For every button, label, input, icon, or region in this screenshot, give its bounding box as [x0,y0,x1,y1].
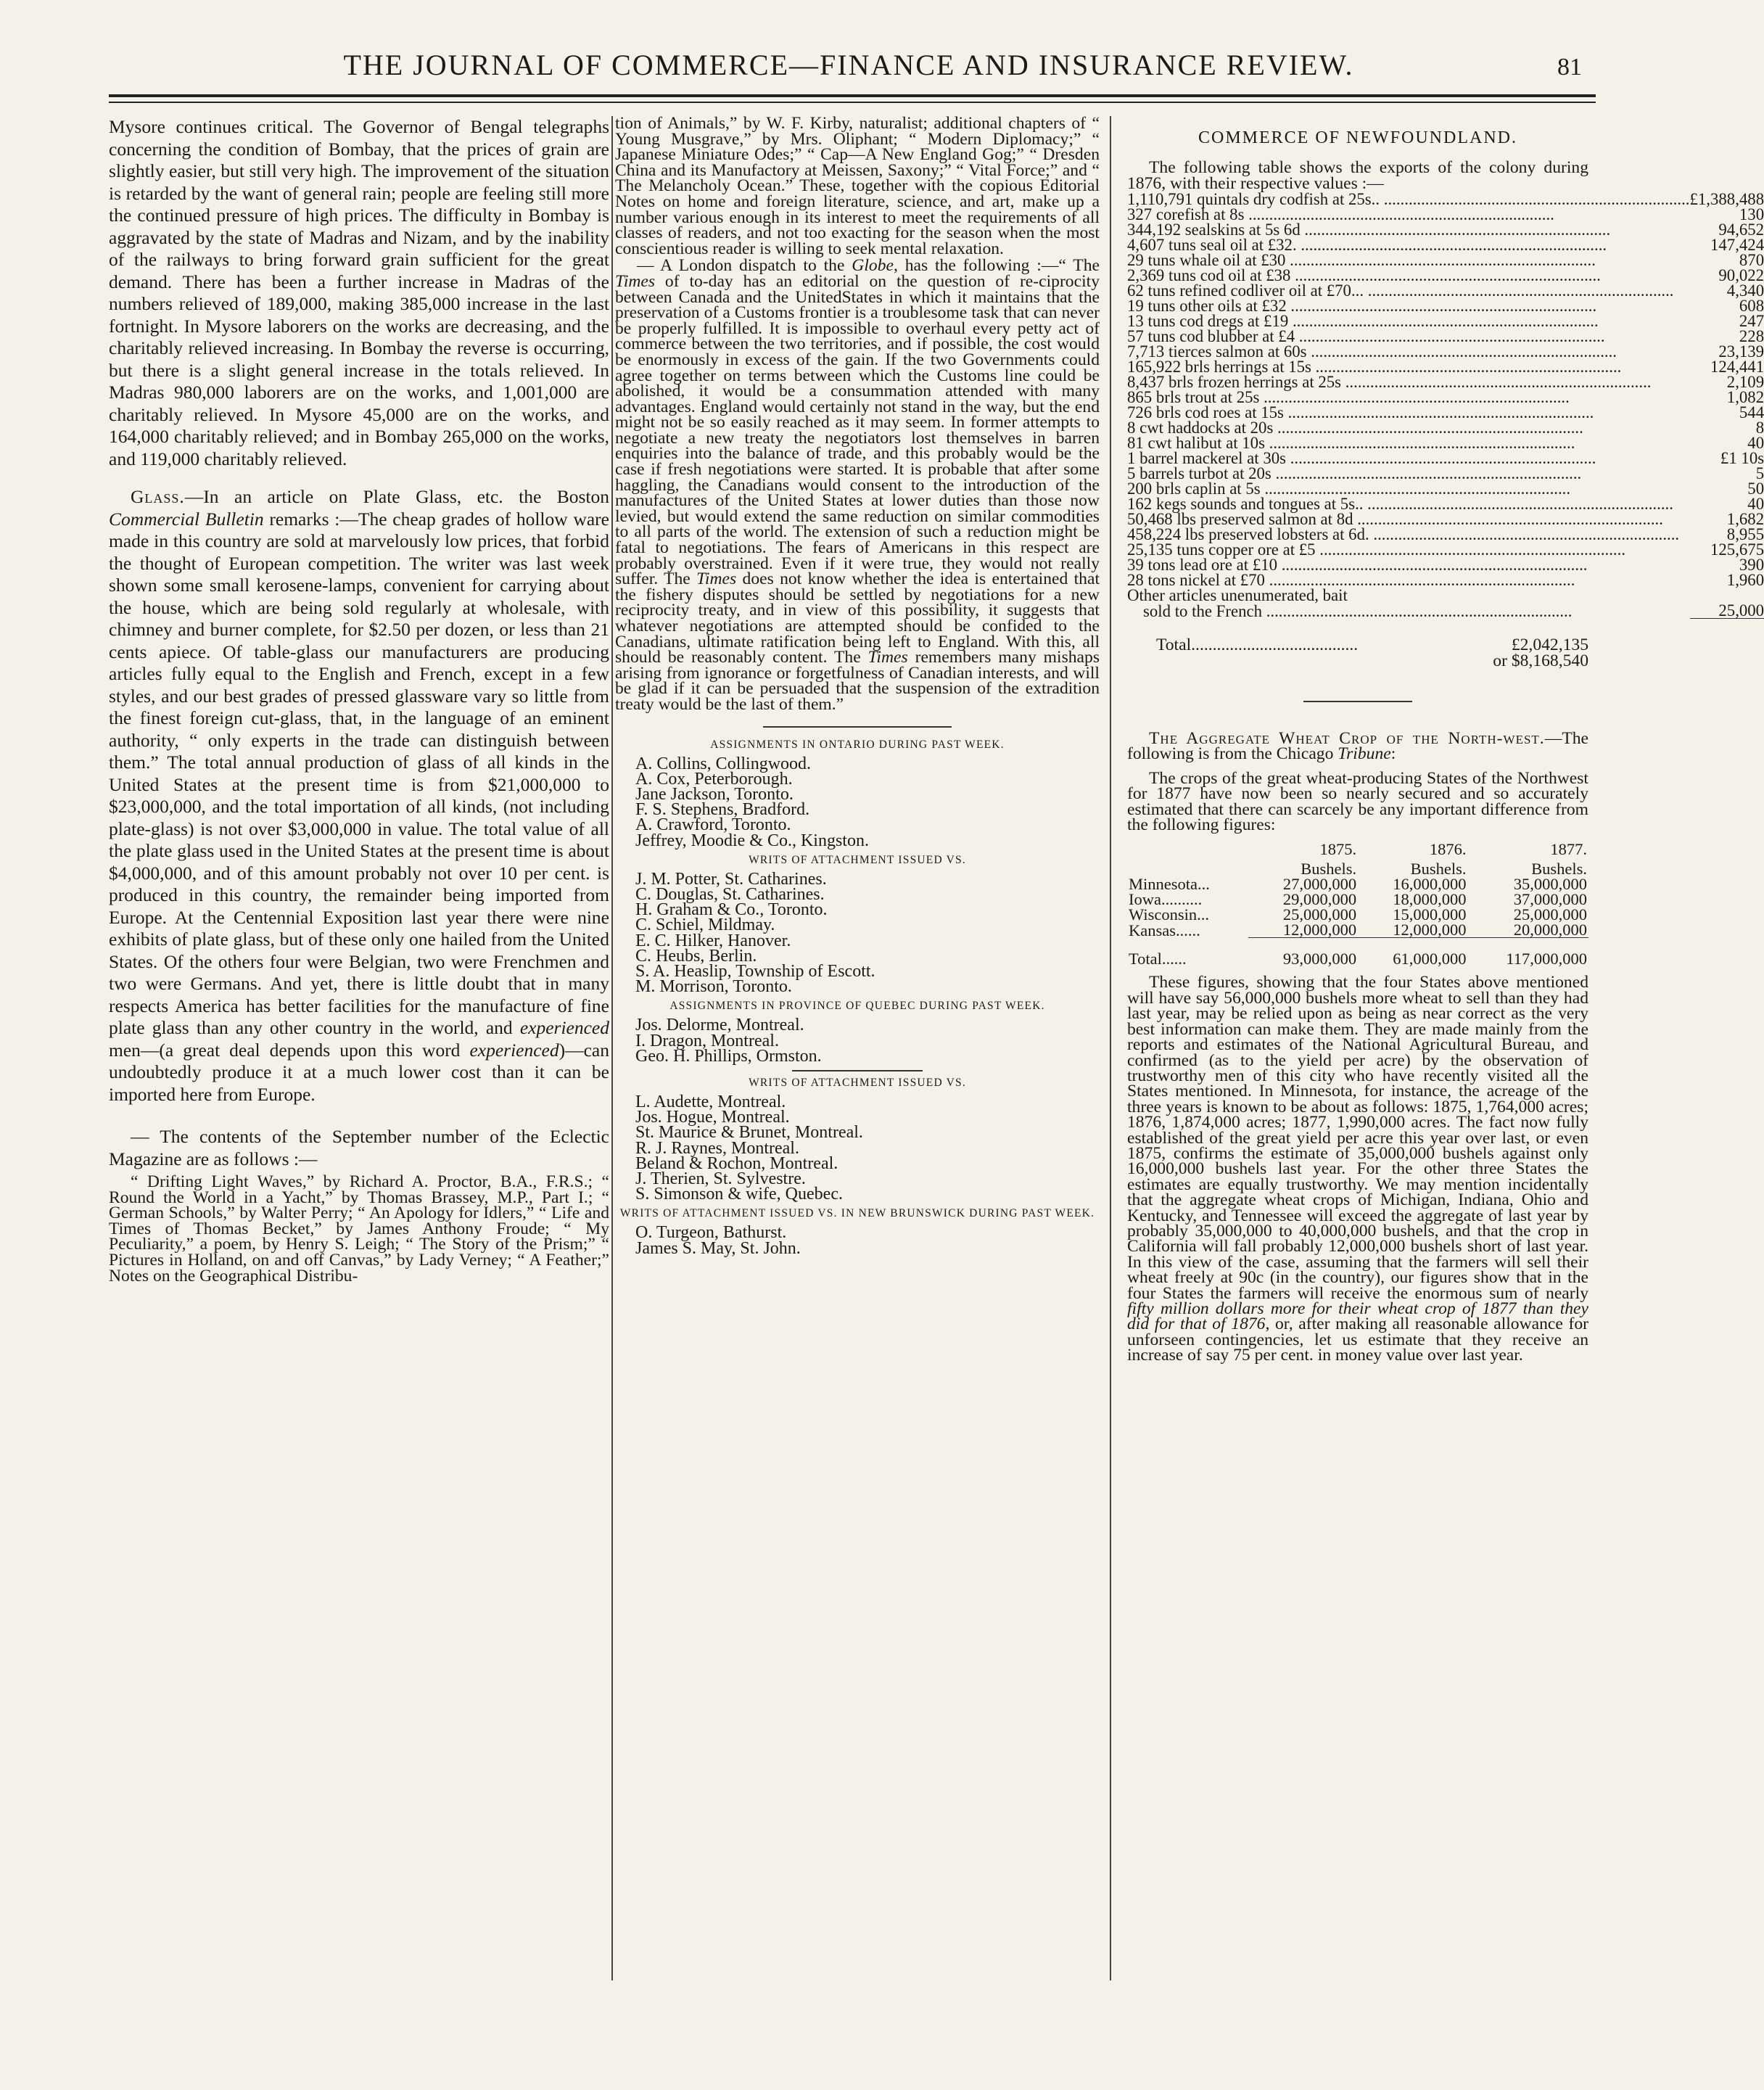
assignment-entry: I. Dragon, Montreal. [635,1031,779,1050]
quebec-assignments-list [635,1018,1100,1064]
wheat-total-1875: 93,000,000 [1282,950,1357,968]
export-item: 4,607 tuns seal oil at £32. [1127,236,1297,255]
export-row [1127,222,1764,237]
export-row [1127,344,1764,359]
wheat-total-row [1127,938,1588,967]
export-other-label-2: sold to the French [1143,601,1262,620]
export-row [1127,557,1764,572]
export-value: 23,139 [1718,342,1764,361]
export-value: 608 [1739,297,1764,316]
ontario-writs-heading: WRITS OF ATTACHMENT ISSUED VS. [749,853,966,866]
running-head: THE JOURNAL OF COMMERCE—FINANCE AND INSURANCE REVIEW. [343,49,1354,81]
india-famine-paragraph: Mysore continues critical. The Governor of Bengal telegraphs concerning the condition of Bombay, that the prices of grain are slightly easier, but still very high. The improvement of the situation is retarded by the want of general rain; people are feeling still more the continued pressure of high prices. The difficulty in Bombay is aggravated by the state of Madras and Nizam, and by the inability of the railways to bring forward grain sufficient for the great demand. There has been a further increase in Madras of the numbers relieved of 189,000, making 385,000 increase in the last fortnight. In Mysore laborers on the works are decreasing, and the charitably relieved increasing. In Bombay the reverse is occurring, but there is a slight general increase in the totals relieved. In Madras 980,000 laborers are on the works, and 1,001,000 are charitably relieved. In Mysore 45,000 are on the works, and 164,000 charitably relieved; and in Bombay 265,000 on the works, and 119,000 charitably relieved. [109,116,609,469]
export-item: 344,192 sealskins at 5s 6d [1127,221,1301,239]
export-item: 39 tons lead ore at £10 [1127,556,1278,575]
exports-total-label: Total....................................... [1156,635,1359,655]
wheat-units-row [1127,861,1588,876]
writ-entry: L. Audette, Montreal. [635,1093,786,1112]
writ-entry: Jos. Hogue, Montreal. [635,1108,790,1127]
wheat-years-row [1127,842,1588,861]
export-row [1127,283,1764,298]
export-item: 28 tons nickel at £70 [1127,571,1265,590]
wheat-bushels: 27,000,000 [1282,875,1357,894]
wheat-article-intro [1127,731,1588,762]
globe-text-a: — A London dispatch to the [637,256,852,276]
exports-total-value: £2,042,135 [1511,635,1588,655]
export-value: 1,960 [1726,571,1764,590]
export-row [1127,268,1764,283]
export-row [1127,298,1764,313]
wheat-bushels: 25,000,000 [1282,905,1357,924]
assignment-entry: Geo. H. Phillips, Ormston. [635,1046,822,1066]
export-value: 94,652 [1718,221,1764,239]
export-row [1127,192,1764,207]
wheat-bushels: 29,000,000 [1282,890,1357,909]
writ-entry: S. A. Heaslip, Township of Escott. [635,962,875,981]
section-rule [1303,701,1412,702]
assignment-entry: F. S. Stephens, Bradford. [635,800,810,820]
assignment-entry: Jos. Delorme, Montreal. [635,1016,804,1035]
export-item: 29 tuns whale oil at £30 [1127,251,1286,270]
header-rule-thin [109,102,1596,103]
export-row [1127,374,1764,390]
wheat-state-name: Iowa.......... [1129,890,1203,909]
eclectic-contents: “ Drifting Light Waves,” by Richard A. Proctor, B.A., F.R.S.; “ Round the World in a Yacht,” by Thomas Brassey, M.P., Part I.; “ German Schools,” by Walter Perry; “ An Apology for Idlers,” “ Life and Times of Thomas Becket,” by James Anthony Froude; “ My Peculiarity,” a poem, by Henry S. Leigh; “ The Story of the Prism;” “ Pictures in Holland, on and off Canvas,” by Lady Verney; “ A Feather;” Notes on the Geographical Distribu- [109,1172,609,1285]
export-value: 147,424 [1710,236,1764,255]
export-value: 228 [1739,327,1764,346]
writ-entry: J. Therien, St. Sylvestre. [635,1169,806,1189]
times-name-3: Times [867,648,908,667]
wheat-unit: Bushels. [1301,860,1357,879]
export-row [1127,527,1764,542]
export-value: 4,340 [1726,281,1764,300]
export-value: 130 [1739,205,1764,224]
export-item: 19 tuns other oils at £32 [1127,297,1287,316]
export-item: 2,369 tuns cod oil at £38 [1127,266,1291,285]
export-item: 1,110,791 quintals dry codfish at 25s.. [1127,190,1380,209]
wheat-total-1877: 117,000,000 [1506,950,1587,968]
export-value: 1,682 [1726,510,1764,529]
wheat-intro-b: : [1390,744,1396,764]
export-item: 81 cwt halibut at 10s [1127,434,1265,453]
wheat-year-1875: 1875. [1319,840,1357,859]
export-value: 390 [1739,556,1764,575]
export-row [1127,450,1764,466]
export-item: 8,437 brls frozen herrings at 25s [1127,373,1342,392]
export-other-label-1: Other articles unenumerated, bait [1127,586,1348,605]
export-item: 7,713 tierces salmon at 60s [1127,342,1307,361]
wheat-unit: Bushels. [1531,860,1587,879]
export-value: 40 [1747,495,1764,514]
export-value: 2,109 [1726,373,1764,392]
export-value: £1,388,488 [1689,190,1764,209]
export-value: £1 10s [1720,449,1764,468]
wheat-year-1877: 1877. [1550,840,1587,859]
wheat-state-row [1127,922,1588,938]
wheat-year-1876: 1876. [1429,840,1467,859]
wheat-bushels: 35,000,000 [1513,875,1587,894]
export-row [1127,313,1764,329]
globe-text-e: remembers many mishaps arising from ignorance or forgetfulness of Canadian interests, and will be glad if it can be persuaded that the suspension of the extradition treaty would be the last of them.” [615,648,1100,714]
glass-text-b: remarks :—The cheap grades of hollow ware made in this country are sold at marvelously low prices, that forbid the thought of European competition. The writer was last week shown some small kerosene-lamps, convenient for carrying about the house, which are being sold regularly at wholesale, with chimney and burner complete, for $2.50 per dozen, or less than 21 cents apiece. Of table-glass our manufacturers are producing articles fully equal to the English and French, except in a few styles, and our best grades of pressed glassware vary so little from the finest foreign cut-glass, that, in the language of an eminent authority, “ only experts in the trade can distinguish between them.” The total annual production of glass of all kinds in the United States at the present time is from $21,000,000 to $23,000,000, and the total importation of all kinds, (not including plate-glass) is not over $3,000,000 in value. The total value of all the plate glass used in the United States at the present time is about $4,000,000, and of this amount probably not over 10 per cent. is produced in this country, the remainder being imported from Europe. At the Centennial Exposition last year there were nine exhibits of plate glass, but of these only one hailed from the United States. Of the others four were Belgian, two were Frenchmen and two were Germans. And yet, there is little doubt that in many respects America has better facilities for the manufacture of fine plate glass than any other country in the world, and [109,508,609,1038]
page-number: 81 [1557,54,1582,81]
export-item: 57 tuns cod blubber at £4 [1127,327,1295,346]
export-value: 8 [1755,419,1764,437]
export-row [1127,359,1764,374]
export-item: 25,135 tuns copper ore at £5 [1127,540,1316,559]
export-row [1127,252,1764,268]
writ-entry: J. M. Potter, St. Catharines. [635,869,827,889]
wheat-state-name: Wisconsin... [1129,905,1209,924]
globe-text-c: of to-day has an editorial on the question of re-ciprocity between Canada and the UnitedStates in which it maintains that the preservation of a Customs frontier is a troublesome task that can never be properly fulfilled. It is impossible to overhaul every petty act of commerce between the two territories, and if possible, the cost would be enormously in excess of the gain. If the two Governments could agree together on terms between which the Customs line could be abolished, it would be a consummation attended with many advantages. England would certainly not stand in the way, but the end might not be so easily reached as it may seem. In former attempts to negotiate a new treaty the negotiators lost themselves in barren enquiries into the balance of trade, and this probably would be the case if fresh negotiations were started. It is probable that after some haggling, the Canadians would consent to the introduction of the manufactures of the United States at lower duties than those now levied, but would extend the same reduction on similar commodities to all parts of the world. The extension of such a reduction might be fatal to negotiations. The fears of Americans in this respect are probably overstrained. Even if it were true, they would not really suffer. The [615,271,1100,589]
glass-text-c: men—(a great deal depends upon this word [109,1039,470,1061]
new-brunswick-writs-list [635,1225,1100,1256]
eclectic-intro: — The contents of the September number of the Eclectic Magazine are as follows :— [109,1126,609,1169]
writ-entry: C. Heubs, Berlin. [635,946,757,966]
column-2 [615,116,1100,2075]
assignment-entry: A. Crawford, Toronto. [635,815,791,835]
wheat-p2-italic: fifty million dollars more for their wheat crop of 1877 than they did for that of 1876 [1127,1299,1588,1334]
glass-text-a: —In an article on Plate Glass, etc. the Boston [184,486,609,507]
header-rule-thick [109,94,1596,97]
export-row [1127,405,1764,420]
export-value: 40 [1747,434,1764,453]
export-value: 1,082 [1726,388,1764,407]
export-row [1127,511,1764,527]
wheat-lead: The Aggregate Wheat Crop of the North-west. [1149,729,1545,749]
export-item: 8 cwt haddocks at 20s [1127,419,1274,437]
column-divider-2 [1110,116,1111,1980]
quebec-assignments-heading: ASSIGNMENTS IN PROVINCE OF QUEBEC DURING PAST WEEK. [669,1000,1045,1013]
wheat-bushels: 15,000,000 [1393,905,1467,924]
assignment-entry: A. Collins, Collingwood. [635,754,812,773]
globe-text-b: , has the following :—“ The [893,256,1100,276]
export-item: 865 brls trout at 25s [1127,388,1260,407]
newfoundland-intro: The following table shows the exports of the colony during 1876, with their respective values :— [1127,158,1588,193]
writ-entry: R. J. Raynes, Montreal. [635,1138,799,1158]
wheat-bushels: 12,000,000 [1358,922,1467,938]
wheat-p2-b: , or, after making all reasonable allowance for unforseen contingencies, let us estimate that they receive an increase of say 75 per cent. in money value over last year. [1127,1315,1588,1365]
wheat-state-row [1127,892,1588,907]
export-row [1127,435,1764,450]
export-row-other [1127,588,1764,603]
export-row [1127,237,1764,252]
export-row [1127,390,1764,405]
export-value: 8,955 [1726,525,1764,544]
wheat-paragraph-2 [1127,975,1588,1363]
export-row [1127,420,1764,435]
glass-italic-1: experienced [519,1017,609,1038]
glass-paper-name: Commercial Bulletin [109,508,264,530]
wheat-unit: Bushels. [1410,860,1467,879]
wheat-bushels: 20,000,000 [1468,922,1588,938]
writ-entry: C. Schiel, Mildmay. [635,916,775,935]
assignment-entry: Jane Jackson, Toronto. [635,784,794,804]
column-1 [109,116,609,2075]
exports-total-dollars: or $8,168,540 [1493,651,1588,670]
export-row [1127,466,1764,481]
wheat-state-row [1127,907,1588,922]
export-item: 165,922 brls herrings at 15s [1127,358,1311,377]
export-item: 13 tuns cod dregs at £19 [1127,312,1289,331]
globe-paper-name: Globe [852,256,894,276]
glass-italic-2: experienced [469,1039,559,1061]
export-item: 726 brls cod roes at 15s [1127,403,1284,422]
newfoundland-title: COMMERCE OF NEWFOUNDLAND. [1198,128,1517,147]
writ-entry: C. Douglas, St. Catharines. [635,884,825,904]
export-value: 870 [1739,251,1764,270]
times-name-1: Times [615,271,656,291]
export-item: 62 tuns refined codliver oil at £70... [1127,281,1364,300]
quebec-writs-heading: WRITS OF ATTACHMENT ISSUED VS. [749,1077,966,1090]
export-item: 50,468 lbs preserved salmon at 8d [1127,510,1353,529]
writ-entry: St. Maurice & Brunet, Montreal. [635,1123,863,1143]
ontario-assignments-list [635,754,1100,850]
writ-entry: James S. May, St. John. [635,1238,801,1258]
writ-entry: O. Turgeon, Bathurst. [635,1223,787,1243]
glass-lead: Glass. [131,486,185,507]
glass-article [109,486,609,1106]
wheat-state-row [1127,876,1588,892]
wheat-bushels: 25,000,000 [1513,905,1587,924]
new-brunswick-writs-heading: WRITS OF ATTACHMENT ISSUED VS. IN NEW BRUNSWICK DURING PAST WEEK. [619,1207,1095,1220]
section-rule [792,1070,923,1071]
wheat-paragraph-1: The crops of the great wheat-producing States of the Northwest for 1877 have now been so nearly secured and so accurately estimated that there can scarcely be any important difference from the following figures: [1127,768,1588,835]
wheat-bushels: 37,000,000 [1513,890,1587,909]
export-other-value: 25,000 [1690,603,1764,619]
wheat-state-name: Minnesota... [1129,875,1210,894]
tribune-paper-name: Tribune [1338,744,1391,764]
quebec-writs-list [635,1095,1100,1202]
wheat-bushels: 12,000,000 [1248,922,1358,938]
export-item: 1 barrel mackerel at 30s [1127,449,1286,468]
export-value: 5 [1755,464,1764,483]
wheat-crop-table [1127,842,1588,966]
export-row [1127,542,1764,557]
wheat-total-label: Total...... [1129,950,1187,968]
wheat-bushels: 16,000,000 [1393,875,1467,894]
globe-dispatch [615,258,1100,712]
wheat-intro-a: —The following is from the Chicago [1127,729,1588,764]
writ-entry: Beland & Rochon, Montreal. [635,1153,838,1173]
exports-table [1127,192,1764,619]
export-row [1127,572,1764,588]
export-row [1127,496,1764,511]
export-item: 458,224 lbs preserved lobsters at 6d. [1127,525,1369,544]
writ-entry: S. Simonson & wife, Quebec. [635,1185,843,1204]
export-row [1127,481,1764,496]
wheat-total-1876: 61,000,000 [1393,950,1467,968]
writ-entry: M. Morrison, Toronto. [635,977,792,997]
export-value: 247 [1739,312,1764,331]
ontario-assignments-heading: ASSIGNMENTS IN ONTARIO DURING PAST WEEK. [710,738,1005,751]
export-value: 124,441 [1710,358,1764,377]
globe-text-d: does not know whether the idea is entertained that the fishery disputes should be settled by negotiations for a new reciprocity treaty, and in view of this possibility, it suggests that whatever negotiations are attempted should be confided to the Canadians, ultimate ratification being left to England. With this, all should be reasonably content. The [615,569,1100,667]
writ-entry: H. Graham & Co., Toronto. [635,900,828,920]
export-row [1127,207,1764,222]
wheat-state-name: Kansas...... [1129,921,1200,939]
export-row [1127,329,1764,344]
times-name-2: Times [696,569,737,589]
export-item: 200 brls caplin at 5s [1127,480,1261,498]
export-item: 5 barrels turbot at 20s [1127,464,1272,483]
eclectic-contents-continued: tion of Animals,” by W. F. Kirby, naturalist; additional chapters of “ Young Musgrave,” by Mrs. Oliphant; “ Modern Diplomacy;” “ Japanese Miniature Odes;” “ Cap—A New England Gog;” “ Dresden China and its Manufactory at Meissen, Saxony;” “ Vital Force;” and “ The Melancholy Ocean.” These, together with the copious Editorial Notes on home and foreign literature, science, and art, make up a number various enough in its interest to meet the requirements of all classes of readers, and not too exacting for the season when the most conscientious reader is willing to seek mental relaxation. [615,114,1100,258]
export-row-other-2 [1127,603,1764,619]
column-3 [1127,116,1764,2075]
column-divider-1 [611,116,613,1980]
wheat-p2-a: These figures, showing that the four States above mentioned will have say 56,000,000 bushels more wheat to sell than they had last year, may be relied upon as being as near correct as the very best information can make them. They are made mainly from the reports and estimates of the National Agricultural Bureau, and confirmed (as to the yield per acre) by the observation of trustworthy men of this city who have recently visited all the States mentioned. In Minnesota, for instance, the acreage of the three years is known to be about as follows: 1875, 1,764,000 acres; 1876, 1,874,000 acres; 1877, 1,990,000 acres. The fact now fully established of the great yield per acre this year over last, or even 1875, confirms the estimate of 35,000,000 bushels against only 16,000,000 bushels last year. For the other three States the estimates are equally trustworthy. We may mention incidentally that the aggregate wheat crops of Michigan, Indiana, Ohio and Kentucky, and Tennessee will exceed the aggregate of last year by probably 35,000,000 to 40,000,000 bushels, and that the crop in California will fall probably 12,000,000 bushels short of last year. In this view of the case, assuming that the farmers will sell their wheat freely at 90c (in the country), our figures show that in the four States the farmers will receive the enormous sum of nearly [1127,973,1588,1303]
export-item: 162 kegs sounds and tongues at 5s.. [1127,495,1364,514]
export-value: 90,022 [1718,266,1764,285]
assignment-entry: Jeffrey, Moodie & Co., Kingston. [635,831,869,850]
wheat-bushels: 18,000,000 [1393,890,1467,909]
section-rule [763,726,952,728]
ontario-writs-list [635,869,1100,997]
assignment-entry: A. Cox, Peterborough. [635,769,793,789]
export-value: 125,675 [1710,540,1764,559]
export-item: 327 corefish at 8s [1127,205,1245,224]
export-value: 544 [1739,403,1764,422]
writ-entry: E. C. Hilker, Hanover. [635,931,791,950]
glass-text-d: )—can undoubtedly produce it at a much lower cost than it can be imported here from Europe. [109,1039,609,1105]
export-value: 50 [1747,480,1764,498]
